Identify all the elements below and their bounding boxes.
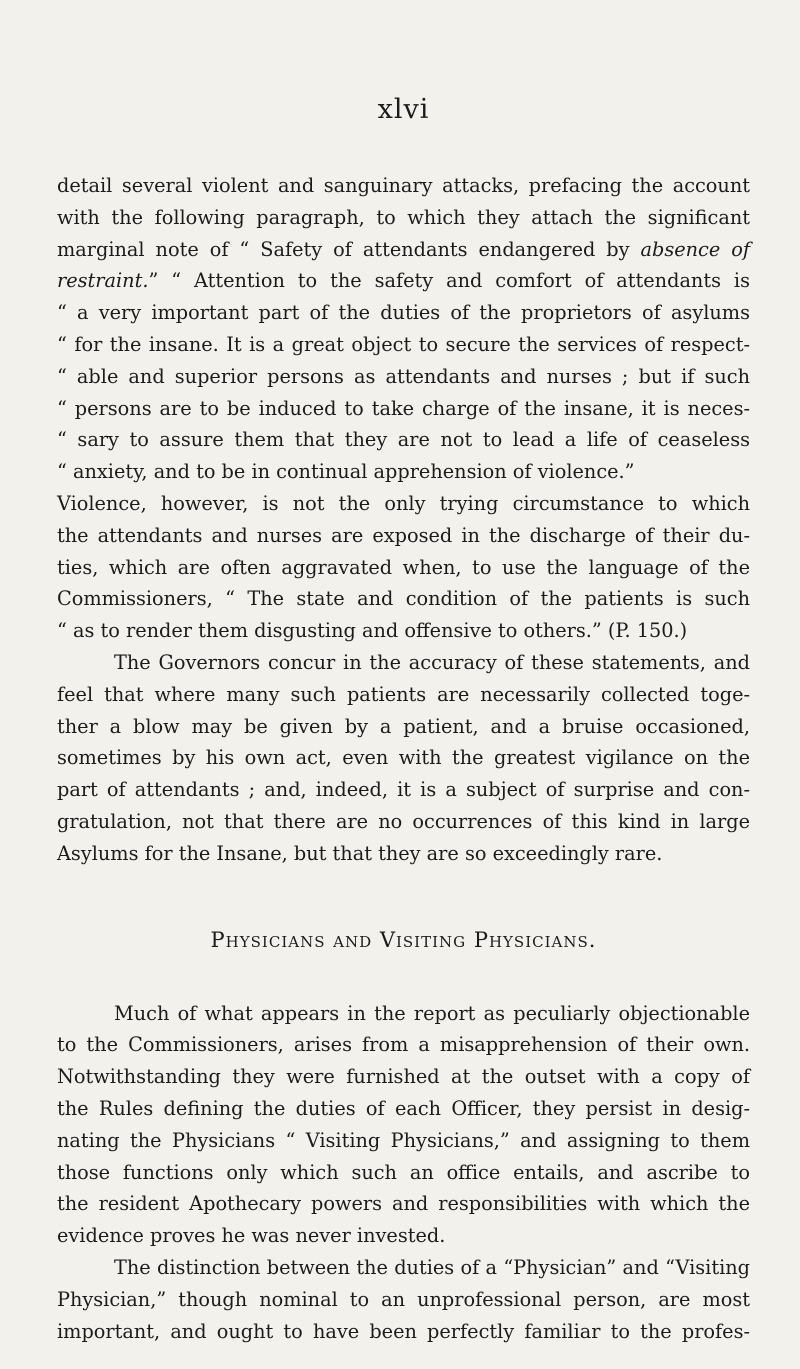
text-line: The distinction between the duties of a “Physician” and “Visiting [114,1255,750,1279]
text-line: Violence, however, is not the only trying circumstance to which [57,491,750,515]
text-line: “ able and superior persons as attendants and nurses ; but if such [57,364,750,388]
text-line: “ anxiety, and to be in continual apprehension of violence.” [57,460,635,484]
text-line: “ a very important part of the duties of the proprietors of asylums [57,301,750,325]
text-line: sometimes by his own act, even with the greatest vigilance on the [57,746,750,770]
text-line: the Rules defining the duties of each Officer, they persist in desig- [57,1096,750,1120]
text-line: “ sary to assure them that they are not to lead a life of ceaseless [57,428,750,452]
text-line: nating the Physicians “ Visiting Physicians,” and assigning to them [57,1128,750,1152]
text-line: those functions only which such an office entails, and ascribe to [57,1160,750,1184]
text-line: the attendants and nurses are exposed in the discharge of their du- [57,523,750,547]
text-line: Physician,” though nominal to an unprofessional person, are most [57,1287,750,1311]
text-line: to the Commissioners, arises from a misapprehension of their own. [57,1033,750,1057]
text-line: ther a blow may be given by a patient, and a bruise occasioned, [57,714,750,738]
text-line: gratulation, not that there are no occurrences of this kind in large [57,809,750,833]
text-line: The Governors concur in the accuracy of these statements, and [114,650,750,674]
text-line: the resident Apothecary powers and responsibilities with which the [57,1192,750,1216]
page-number: xlvi [377,94,430,125]
paragraph-physicians [57,998,750,1252]
text-line: Asylums for the Insane, but that they are so exceedingly rare. [57,841,663,865]
text-line: with the following paragraph, to which they attach the significant [57,205,750,229]
text-line: “ persons are to be induced to take charge of the insane, it is neces- [57,396,750,420]
text-line: evidence proves he was never invested. [57,1224,446,1248]
text-line: part of attendants ; and, indeed, it is a subject of surprise and con- [57,778,750,802]
paragraph-attacks [57,170,750,647]
text-line: “ for the insane. It is a great object to secure the services of respect- [57,332,750,356]
text-line: Notwithstanding they were furnished at the outset with a copy of [57,1065,750,1089]
text-line: Commissioners, “ The state and condition of the patients is such [57,587,750,611]
section-heading: Physicians and Visiting Physicians. [210,927,597,952]
text-line: detail several violent and sanguinary attacks, prefacing the account [57,174,750,197]
text-line: “ as to render them disgusting and offensive to others.” (P. 150.) [57,619,688,643]
text-line: feel that where many such patients are necessarily collected toge- [57,682,750,706]
text-line: important, and ought to have been perfectly familiar to the profes- [57,1319,750,1343]
text-line: restraint.” “ Attention to the safety and comfort of attendants is [57,269,750,293]
paragraph-distinction [57,1252,750,1347]
text-line: ties, which are often aggravated when, to use the language of the [57,555,750,579]
text-line: Much of what appears in the report as peculiarly objectionable [114,1001,750,1025]
paragraph-governors [57,647,750,870]
text-line: marginal note of “ Safety of attendants endangered by absence of [57,237,750,261]
